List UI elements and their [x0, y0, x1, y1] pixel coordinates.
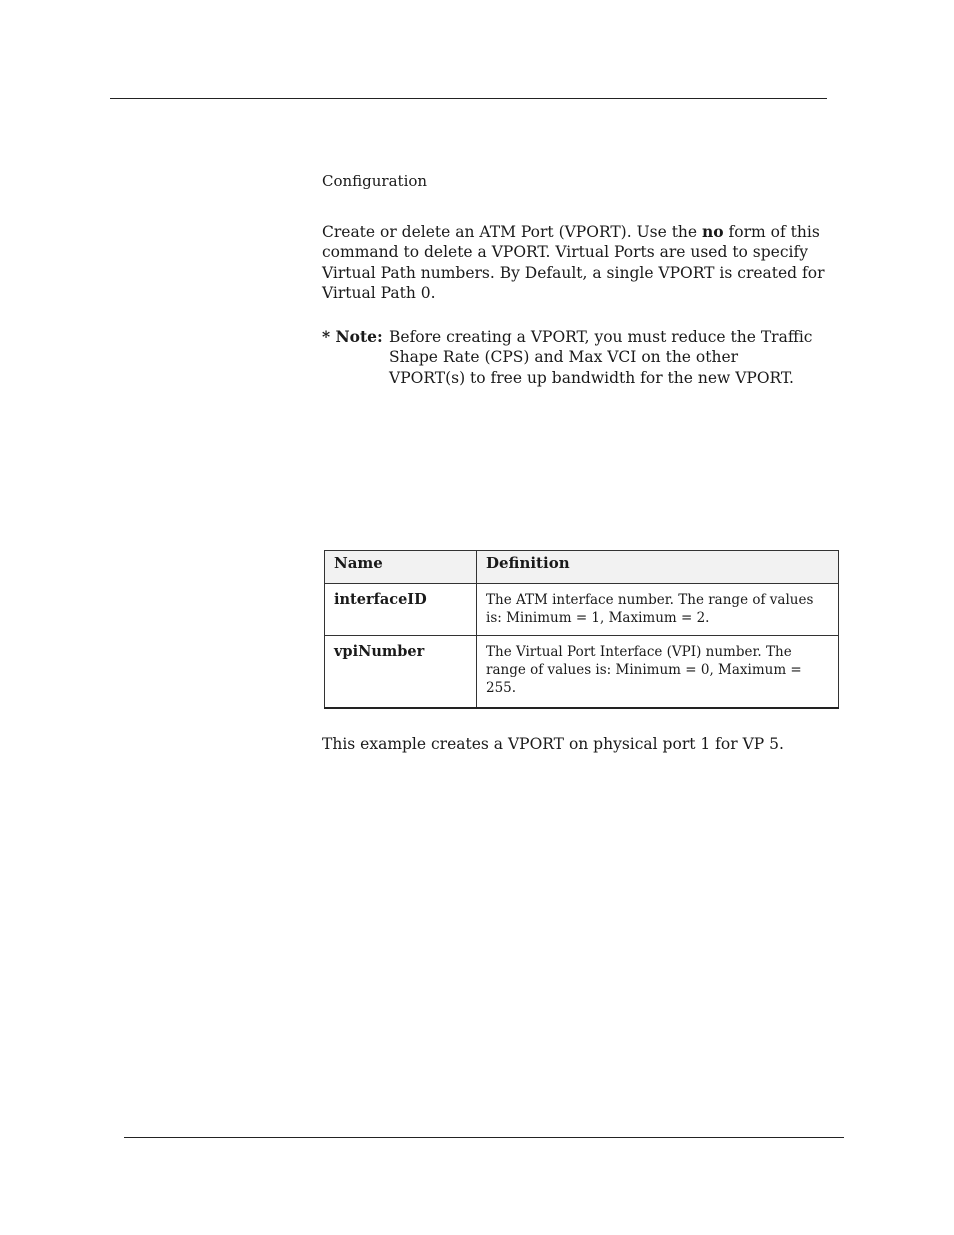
param-definition: The ATM interface number. The range of values is: Minimum = 1, Maximum = 2.	[477, 584, 839, 636]
command-description	[322, 222, 842, 303]
header-name: Name	[325, 551, 477, 584]
header-rule	[110, 98, 827, 99]
description-text-2: form of this command to delete a VPORT. Virtual Ports are used to specify Virtual Path numbers. By Default, a single VPORT is created for Virtual Path 0.	[322, 223, 825, 302]
description-keyword: no	[702, 222, 724, 241]
description-text-1: Create or delete an ATM Port (VPORT). Use the	[322, 223, 703, 241]
parameter-table	[324, 550, 839, 709]
footer-rule	[124, 1137, 844, 1138]
note-label: * Note:	[322, 327, 383, 346]
table-row	[325, 636, 839, 708]
note-text: Before creating a VPORT, you must reduce the Traffic Shape Rate (CPS) and Max VCI on the other VPORT(s) to free up bandwidth for the new VPORT.	[389, 328, 813, 387]
table-header-row	[325, 551, 839, 584]
command-mode: Configuration	[322, 172, 428, 190]
table-row	[325, 584, 839, 636]
example-text: This example creates a VPORT on physical port 1 for VP 5.	[322, 735, 784, 753]
header-definition: Definition	[477, 551, 839, 584]
param-definition: The Virtual Port Interface (VPI) number. The range of values is: Minimum = 0, Maximum = 255.	[477, 636, 839, 708]
param-name: vpiNumber	[325, 636, 477, 708]
param-name: interfaceID	[325, 584, 477, 636]
